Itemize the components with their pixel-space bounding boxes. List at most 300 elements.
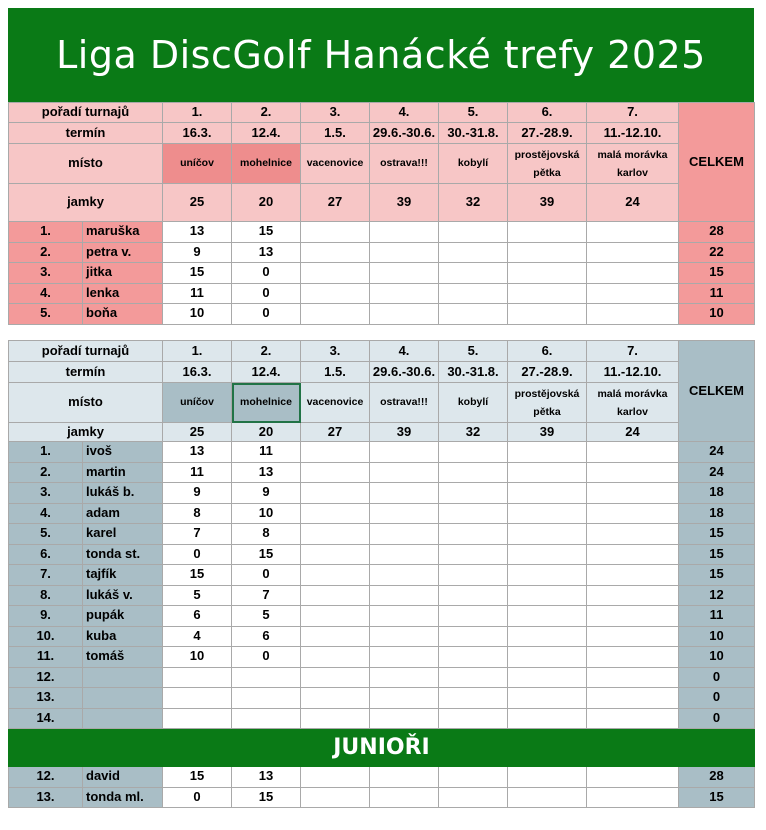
score-cell[interactable]: 0 [232,263,301,284]
score-cell[interactable]: 8 [232,524,301,545]
player-name-cell[interactable]: pupák [83,606,163,627]
score-cell[interactable]: 11 [163,462,232,483]
score-cell[interactable] [370,524,439,545]
tournament-holes-cell[interactable]: 25 [163,423,232,442]
player-row [9,647,755,668]
score-cell[interactable] [301,565,370,586]
tournament-holes-cell[interactable]: 25 [163,184,232,222]
score-cell[interactable]: 4 [163,626,232,647]
score-cell[interactable] [587,304,679,325]
score-cell[interactable]: 11 [232,442,301,463]
score-cell[interactable] [370,708,439,729]
score-cell[interactable] [301,483,370,504]
score-cell[interactable] [439,544,508,565]
score-cell[interactable] [508,606,587,627]
score-cell[interactable] [508,787,587,808]
player-name-cell[interactable]: petra v. [83,242,163,263]
tournament-holes-cell[interactable]: 20 [232,423,301,442]
rank-cell[interactable]: 3. [9,263,83,284]
rank-cell[interactable]: 1. [9,222,83,243]
score-cell[interactable] [370,503,439,524]
score-cell[interactable] [370,222,439,243]
rank-cell[interactable]: 9. [9,606,83,627]
score-cell[interactable] [439,503,508,524]
score-cell[interactable] [439,626,508,647]
score-cell[interactable] [587,524,679,545]
tournament-number-cell[interactable]: 5. [439,341,508,362]
score-cell[interactable] [508,688,587,709]
player-name-cell[interactable]: maruška [83,222,163,243]
score-cell[interactable] [587,242,679,263]
tournament-date-cell[interactable]: 16.3. [163,123,232,144]
score-cell[interactable] [370,767,439,788]
score-cell[interactable] [587,585,679,606]
tournament-date-cell[interactable]: 29.6.-30.6. [370,123,439,144]
score-cell[interactable] [508,242,587,263]
player-name-cell[interactable]: tonda st. [83,544,163,565]
tournament-holes-cell[interactable]: 32 [439,184,508,222]
player-total-cell[interactable]: 15 [679,263,755,284]
score-cell[interactable] [301,626,370,647]
tournament-place-cell[interactable]: mohelnice [232,383,301,423]
score-cell[interactable] [439,222,508,243]
score-cell[interactable] [370,304,439,325]
rank-cell[interactable]: 7. [9,565,83,586]
rank-cell[interactable]: 3. [9,483,83,504]
player-name-cell[interactable]: david [83,767,163,788]
score-cell[interactable]: 6 [232,626,301,647]
player-name-cell[interactable]: boňa [83,304,163,325]
score-cell[interactable] [301,442,370,463]
score-cell[interactable] [508,767,587,788]
tournament-number-cell[interactable]: 6. [508,103,587,123]
player-total-cell[interactable]: 28 [679,222,755,243]
tournament-place-cell[interactable]: malá morávka karlov [587,383,679,423]
score-cell[interactable] [508,283,587,304]
tournament-place-cell[interactable]: prostějovská pětka [508,383,587,423]
tournament-date-cell[interactable]: 11.-12.10. [587,362,679,383]
score-cell[interactable] [508,222,587,243]
tournament-holes-cell[interactable]: 32 [439,423,508,442]
player-name-cell[interactable]: martin [83,462,163,483]
tournament-number-cell[interactable]: 7. [587,103,679,123]
tournament-number-cell[interactable]: 3. [301,341,370,362]
tournament-place-cell[interactable]: mohelnice [232,144,301,184]
score-cell[interactable] [587,222,679,243]
tournament-number-cell[interactable]: 4. [370,341,439,362]
player-total-cell[interactable]: 0 [679,667,755,688]
tournament-place-cell[interactable]: vacenovice [301,383,370,423]
player-row [9,667,755,688]
tournament-date-cell[interactable]: 29.6.-30.6. [370,362,439,383]
score-cell[interactable] [370,585,439,606]
score-cell[interactable]: 9 [163,483,232,504]
player-name-cell[interactable]: lenka [83,283,163,304]
score-cell[interactable] [370,565,439,586]
player-total-cell[interactable]: 12 [679,585,755,606]
score-cell[interactable] [508,647,587,668]
score-cell[interactable]: 13 [232,242,301,263]
player-total-cell[interactable]: 15 [679,565,755,586]
player-name-cell[interactable]: jitka [83,263,163,284]
score-cell[interactable]: 15 [232,787,301,808]
score-cell[interactable] [508,667,587,688]
score-cell[interactable] [370,626,439,647]
score-cell[interactable] [508,304,587,325]
rank-cell[interactable]: 11. [9,647,83,668]
tournament-number-cell[interactable]: 1. [163,341,232,362]
tournament-number-cell[interactable]: 1. [163,103,232,123]
tournament-number-cell[interactable]: 4. [370,103,439,123]
tournament-date-cell[interactable]: 12.4. [232,362,301,383]
tournament-date-cell[interactable]: 1.5. [301,362,370,383]
score-cell[interactable] [301,544,370,565]
score-cell[interactable] [232,667,301,688]
score-cell[interactable] [587,667,679,688]
tournament-holes-cell[interactable]: 20 [232,184,301,222]
player-row [9,242,755,263]
player-total-cell[interactable]: 28 [679,767,755,788]
rank-cell[interactable]: 8. [9,585,83,606]
score-cell[interactable] [439,767,508,788]
player-total-cell[interactable]: 11 [679,606,755,627]
score-cell[interactable] [587,708,679,729]
score-cell[interactable] [301,263,370,284]
tournament-number-cell[interactable]: 2. [232,103,301,123]
score-cell[interactable] [301,667,370,688]
score-cell[interactable] [508,585,587,606]
player-name-cell[interactable]: adam [83,503,163,524]
score-cell[interactable]: 9 [163,242,232,263]
player-row [9,503,755,524]
total-header[interactable]: CELKEM [679,341,755,442]
score-cell[interactable] [439,242,508,263]
player-row [9,483,755,504]
score-cell[interactable]: 13 [163,222,232,243]
score-cell[interactable]: 8 [163,503,232,524]
score-cell[interactable]: 13 [163,442,232,463]
score-cell[interactable] [370,544,439,565]
score-cell[interactable] [587,544,679,565]
score-cell[interactable] [301,688,370,709]
tournament-place-cell[interactable]: ostrava!!! [370,144,439,184]
score-cell[interactable] [301,222,370,243]
player-total-cell[interactable]: 18 [679,503,755,524]
score-cell[interactable]: 0 [232,283,301,304]
score-cell[interactable]: 5 [232,606,301,627]
score-cell[interactable] [301,787,370,808]
player-total-cell[interactable]: 0 [679,688,755,709]
score-cell[interactable]: 13 [232,767,301,788]
tournament-place-cell[interactable]: vacenovice [301,144,370,184]
score-cell[interactable] [508,708,587,729]
score-cell[interactable]: 15 [163,263,232,284]
tournament-place-cell[interactable]: prostějovská pětka [508,144,587,184]
score-cell[interactable] [439,585,508,606]
player-total-cell[interactable]: 15 [679,787,755,808]
player-total-cell[interactable]: 22 [679,242,755,263]
tournament-place-cell[interactable]: ostrava!!! [370,383,439,423]
score-cell[interactable]: 0 [232,647,301,668]
score-cell[interactable] [370,442,439,463]
tournament-date-cell[interactable]: 27.-28.9. [508,362,587,383]
score-cell[interactable] [163,667,232,688]
juniors-section-row [9,729,755,767]
score-cell[interactable] [587,565,679,586]
tournament-holes-cell[interactable]: 39 [508,423,587,442]
score-cell[interactable] [301,462,370,483]
score-cell[interactable] [587,503,679,524]
tournament-holes-cell[interactable]: 27 [301,423,370,442]
score-cell[interactable] [439,263,508,284]
rank-cell[interactable]: 12. [9,667,83,688]
tournament-number-cell[interactable]: 5. [439,103,508,123]
player-total-cell[interactable]: 24 [679,462,755,483]
score-cell[interactable] [439,688,508,709]
tournament-holes-row [9,423,755,442]
score-cell[interactable]: 0 [163,544,232,565]
score-cell[interactable] [508,524,587,545]
score-cell[interactable] [587,462,679,483]
score-cell[interactable] [508,263,587,284]
player-name-cell[interactable] [83,688,163,709]
tournament-date-cell[interactable]: 1.5. [301,123,370,144]
tournament-holes-cell[interactable]: 27 [301,184,370,222]
player-name-cell[interactable]: kuba [83,626,163,647]
score-cell[interactable] [301,283,370,304]
score-cell[interactable]: 6 [163,606,232,627]
women-standings-table [8,102,755,325]
player-name-cell[interactable] [83,708,163,729]
player-total-cell[interactable]: 10 [679,304,755,325]
score-cell[interactable] [587,283,679,304]
score-cell[interactable]: 10 [163,647,232,668]
player-name-cell[interactable]: tajfík [83,565,163,586]
player-total-cell[interactable]: 10 [679,626,755,647]
score-cell[interactable] [439,565,508,586]
date-label[interactable]: termín [9,123,163,144]
rank-cell[interactable]: 2. [9,242,83,263]
player-row [9,263,755,284]
place-label[interactable]: místo [9,383,163,423]
tournament-holes-cell[interactable]: 39 [370,423,439,442]
order-label[interactable]: pořadí turnajů [9,103,163,123]
score-cell[interactable] [439,524,508,545]
rank-cell[interactable]: 2. [9,462,83,483]
tournament-date-cell[interactable]: 12.4. [232,123,301,144]
rank-cell[interactable]: 4. [9,503,83,524]
score-cell[interactable] [370,242,439,263]
rank-cell[interactable]: 4. [9,283,83,304]
men-standings-table [8,340,755,808]
tournament-order-row [9,103,755,123]
player-row [9,565,755,586]
player-row [9,585,755,606]
score-cell[interactable] [439,708,508,729]
rank-cell[interactable]: 10. [9,626,83,647]
score-cell[interactable] [370,667,439,688]
score-cell[interactable] [587,767,679,788]
player-name-cell[interactable]: ivoš [83,442,163,463]
tournament-date-row [9,362,755,383]
score-cell[interactable] [370,263,439,284]
score-cell[interactable] [370,606,439,627]
score-cell[interactable] [301,524,370,545]
tournament-place-cell[interactable]: malá morávka karlov [587,144,679,184]
score-cell[interactable] [301,606,370,627]
score-cell[interactable]: 15 [232,544,301,565]
player-name-cell[interactable]: lukáš v. [83,585,163,606]
score-cell[interactable] [370,283,439,304]
tournament-number-cell[interactable]: 3. [301,103,370,123]
player-name-cell[interactable]: tonda ml. [83,787,163,808]
tournament-order-row [9,341,755,362]
score-cell[interactable] [232,688,301,709]
score-cell[interactable] [508,565,587,586]
player-total-cell[interactable]: 0 [679,708,755,729]
tournament-date-cell[interactable]: 30.-31.8. [439,362,508,383]
score-cell[interactable] [439,787,508,808]
score-cell[interactable] [439,462,508,483]
score-cell[interactable] [163,688,232,709]
rank-cell[interactable]: 5. [9,304,83,325]
rank-cell[interactable]: 6. [9,544,83,565]
player-total-cell[interactable]: 15 [679,544,755,565]
score-cell[interactable] [232,708,301,729]
score-cell[interactable] [301,503,370,524]
player-name-cell[interactable]: tomáš [83,647,163,668]
player-row [9,688,755,709]
score-cell[interactable]: 10 [232,503,301,524]
score-cell[interactable] [587,688,679,709]
score-cell[interactable] [587,442,679,463]
score-cell[interactable] [301,242,370,263]
tournament-holes-cell[interactable]: 39 [370,184,439,222]
score-cell[interactable]: 10 [163,304,232,325]
score-cell[interactable]: 15 [163,767,232,788]
score-cell[interactable]: 13 [232,462,301,483]
score-cell[interactable] [301,304,370,325]
player-row [9,606,755,627]
tournament-holes-cell[interactable]: 24 [587,423,679,442]
score-cell[interactable] [370,787,439,808]
score-cell[interactable] [508,544,587,565]
tournament-date-cell[interactable]: 30.-31.8. [439,123,508,144]
score-cell[interactable]: 9 [232,483,301,504]
holes-label[interactable]: jamky [9,184,163,222]
rank-cell[interactable]: 13. [9,787,83,808]
tournament-number-cell[interactable]: 6. [508,341,587,362]
score-cell[interactable]: 11 [163,283,232,304]
score-cell[interactable]: 0 [232,565,301,586]
rank-cell[interactable]: 5. [9,524,83,545]
player-row [9,524,755,545]
score-cell[interactable] [370,688,439,709]
score-cell[interactable] [587,606,679,627]
tournament-number-cell[interactable]: 7. [587,341,679,362]
tournament-place-cell[interactable]: kobylí [439,144,508,184]
score-cell[interactable] [587,647,679,668]
score-cell[interactable] [587,626,679,647]
holes-label[interactable]: jamky [9,423,163,442]
score-cell[interactable] [439,483,508,504]
player-name-cell[interactable]: karel [83,524,163,545]
player-total-cell[interactable]: 24 [679,442,755,463]
rank-cell[interactable]: 1. [9,442,83,463]
player-row [9,787,755,808]
score-cell[interactable] [439,304,508,325]
score-cell[interactable]: 0 [163,787,232,808]
score-cell[interactable] [301,708,370,729]
rank-cell[interactable]: 12. [9,767,83,788]
player-row [9,222,755,243]
score-cell[interactable] [508,462,587,483]
score-cell[interactable] [301,767,370,788]
tournament-date-cell[interactable]: 27.-28.9. [508,123,587,144]
player-total-cell[interactable]: 15 [679,524,755,545]
player-row [9,708,755,729]
tournament-holes-cell[interactable]: 24 [587,184,679,222]
score-cell[interactable] [301,585,370,606]
tournament-holes-cell[interactable]: 39 [508,184,587,222]
player-total-cell[interactable]: 18 [679,483,755,504]
player-name-cell[interactable] [83,667,163,688]
tournament-holes-row [9,184,755,222]
score-cell[interactable] [587,787,679,808]
score-cell[interactable] [439,606,508,627]
score-cell[interactable] [508,626,587,647]
order-label[interactable]: pořadí turnajů [9,341,163,362]
tournament-number-cell[interactable]: 2. [232,341,301,362]
tournament-date-cell[interactable]: 11.-12.10. [587,123,679,144]
score-cell[interactable]: 7 [232,585,301,606]
score-cell[interactable]: 0 [232,304,301,325]
score-cell[interactable] [439,647,508,668]
score-cell[interactable] [163,708,232,729]
tournament-place-cell[interactable]: uníčov [163,383,232,423]
total-header[interactable]: CELKEM [679,103,755,222]
tournament-place-cell[interactable]: kobylí [439,383,508,423]
score-cell[interactable] [587,483,679,504]
player-total-cell[interactable]: 11 [679,283,755,304]
score-cell[interactable]: 7 [163,524,232,545]
player-name-cell[interactable]: lukáš b. [83,483,163,504]
score-cell[interactable] [370,483,439,504]
score-cell[interactable]: 5 [163,585,232,606]
player-row [9,544,755,565]
score-cell[interactable] [508,442,587,463]
score-cell[interactable]: 15 [163,565,232,586]
player-total-cell[interactable]: 10 [679,647,755,668]
score-cell[interactable] [439,283,508,304]
date-label[interactable]: termín [9,362,163,383]
rank-cell[interactable]: 13. [9,688,83,709]
score-cell[interactable] [508,503,587,524]
player-row [9,283,755,304]
score-cell[interactable] [439,442,508,463]
score-cell[interactable] [301,647,370,668]
tournament-date-cell[interactable]: 16.3. [163,362,232,383]
score-cell[interactable] [587,263,679,284]
place-label[interactable]: místo [9,144,163,184]
score-cell[interactable]: 15 [232,222,301,243]
score-cell[interactable] [370,647,439,668]
score-cell[interactable] [370,462,439,483]
rank-cell[interactable]: 14. [9,708,83,729]
tournament-place-cell[interactable]: uníčov [163,144,232,184]
score-cell[interactable] [439,667,508,688]
score-cell[interactable] [508,483,587,504]
